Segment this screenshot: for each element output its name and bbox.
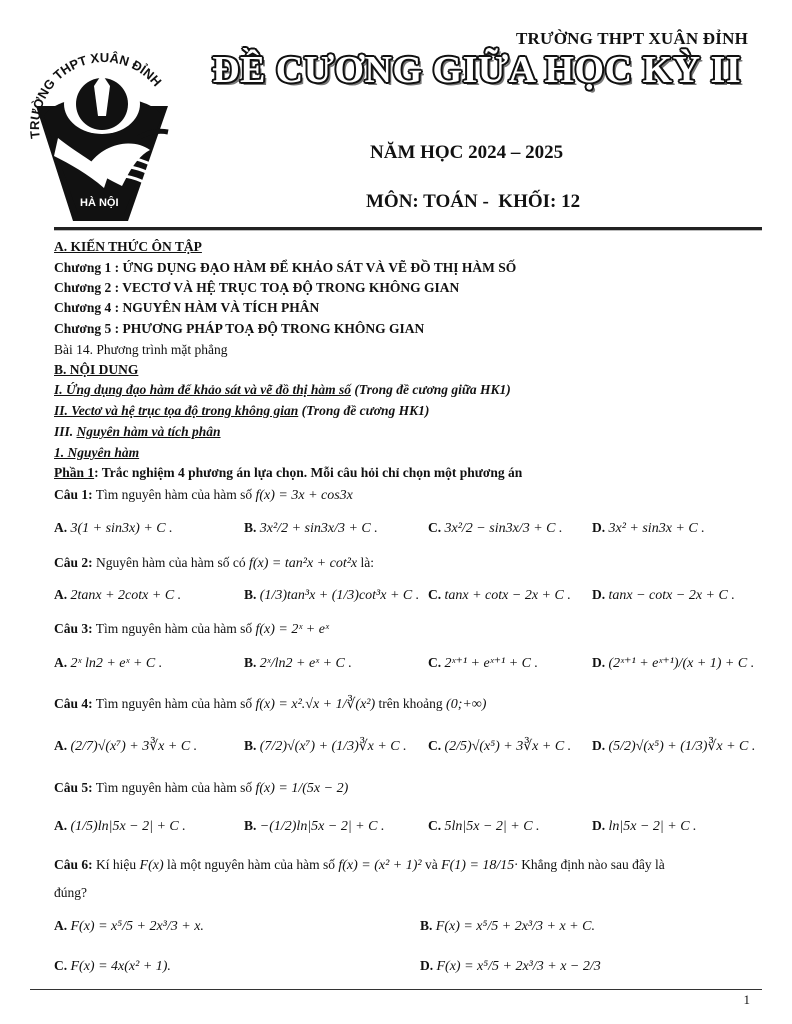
q5-option-a: A. (1/5)ln|5x − 2| + C . — [54, 818, 186, 834]
chapter-2: Chương 2 : VECTƠ VÀ HỆ TRỤC TOẠ ĐỘ TRONG KHÔNG GIAN — [54, 280, 460, 295]
part-1-instruction: Phần 1: Trắc nghiệm 4 phương án lựa chọn. Mỗi câu hỏi chỉ chọn một phương án — [54, 465, 523, 480]
q4-option-b: B. (7/2)√(x⁷) + (1/3)∛x + C . — [244, 738, 407, 754]
section-b-heading: B. NỘI DUNG — [54, 362, 139, 377]
chapter-4: Chương 4 : NGUYÊN HÀM VÀ TÍCH PHÂN — [54, 300, 320, 315]
school-name: TRƯỜNG THPT XUÂN ĐỈNH — [516, 29, 748, 48]
content-item-2: II. Vectơ và hệ trục tọa độ trong không gian (Trong đề cương HK1) — [54, 403, 430, 418]
q3-option-b: B. 2ˣ/ln2 + eˣ + C . — [244, 655, 352, 671]
q1-option-c: C. 3x²/2 − sin3x/3 + C . — [428, 520, 563, 536]
subject-grade: MÔN: TOÁN - KHỐI: 12 — [366, 191, 581, 212]
question-5: Câu 5: Tìm nguyên hàm của hàm số f(x) = 1/(5x − 2) — [54, 780, 349, 796]
q4-option-a: A. (2/7)√(x⁷) + 3∛x + C . — [54, 738, 198, 754]
q3-option-d: D. (2ˣ⁺¹ + eˣ⁺¹)/(x + 1) + C . — [592, 655, 755, 671]
q2-option-b: B. (1/3)tan³x + (1/3)cot³x + C . — [244, 587, 420, 603]
chapter-5: Chương 5 : PHƯƠNG PHÁP TOẠ ĐỘ TRONG KHÔNG GIAN — [54, 321, 425, 336]
logo-text-bottom: HÀ NỘI — [80, 197, 119, 209]
question-3: Câu 3: Tìm nguyên hàm của hàm số f(x) = 2ˣ + eˣ — [54, 621, 329, 637]
page-number: 1 — [743, 992, 750, 1007]
school-year: NĂM HỌC 2024 – 2025 — [370, 142, 564, 163]
q2-option-a: A. 2tanx + 2cotx + C . — [54, 587, 182, 603]
q2-option-c: C. tanx + cotx − 2x + C . — [428, 587, 571, 603]
section-a-heading: A. KIẾN THỨC ÔN TẬP — [54, 239, 202, 254]
logo-text-top: TRƯỜNG THPT XUÂN ĐỈNH — [26, 50, 165, 140]
question-6: Câu 6: Kí hiệu F(x) là một nguyên hàm của hàm số f(x) = (x² + 1)² và F(1) = 18/15· Khẳng định nào sau đây là — [54, 857, 665, 873]
q3-option-a: A. 2ˣ ln2 + eˣ + C . — [54, 655, 163, 671]
q6-option-d: D. F(x) = x⁵/5 + 2x³/3 + x − 2/3 — [420, 958, 601, 974]
header-divider — [54, 227, 762, 230]
q1-option-d: D. 3x² + sin3x + C . — [592, 520, 705, 536]
question-4: Câu 4: Tìm nguyên hàm của hàm số f(x) = x².√x + 1/∛(x²) trên khoảng (0;+∞) — [54, 696, 487, 712]
footer-divider — [30, 989, 762, 990]
chapter-1: Chương 1 : ỨNG DỤNG ĐẠO HÀM ĐỂ KHẢO SÁT VÀ VẼ ĐỒ THỊ HÀM SỐ — [54, 260, 517, 275]
q2-option-d: D. tanx − cotx − 2x + C . — [592, 587, 735, 603]
q6-option-b: B. F(x) = x⁵/5 + 2x³/3 + x + C. — [420, 918, 595, 934]
lesson-14: Bài 14. Phương trình mặt phẳng — [54, 342, 228, 357]
q5-option-c: C. 5ln|5x − 2| + C . — [428, 818, 540, 834]
subsection-nguyen-ham: 1. Nguyên hàm — [54, 445, 140, 460]
q4-option-c: C. (2/5)√(x⁵) + 3∛x + C . — [428, 738, 572, 754]
q1-option-b: B. 3x²/2 + sin3x/3 + C . — [244, 520, 378, 536]
school-logo — [18, 46, 186, 226]
question-1: Câu 1: Tìm nguyên hàm của hàm số f(x) = 3x + cos3x — [54, 487, 353, 503]
content-item-1: I. Ứng dụng đạo hàm để khảo sát và vẽ đồ thị hàm số (Trong đề cương giữa HK1) — [54, 382, 511, 397]
q4-option-d: D. (5/2)√(x⁵) + (1/3)∛x + C . — [592, 738, 756, 754]
q5-option-d: D. ln|5x − 2| + C . — [592, 818, 697, 834]
question-2: Câu 2: Nguyên hàm của hàm số có f(x) = tan²x + cot²x là: — [54, 555, 374, 571]
content-item-3: III. Nguyên hàm và tích phân — [54, 424, 221, 439]
document-title: ĐỀ CƯƠNG GIỮA HỌC KỲ II — [212, 49, 742, 91]
q5-option-b: B. −(1/2)ln|5x − 2| + C . — [244, 818, 385, 834]
q3-option-c: C. 2ˣ⁺¹ + eˣ⁺¹ + C . — [428, 655, 539, 671]
q1-option-a: A. 3(1 + sin3x) + C . — [54, 520, 173, 536]
q6-option-a: A. F(x) = x⁵/5 + 2x³/3 + x. — [54, 918, 204, 934]
q6-option-c: C. F(x) = 4x(x² + 1). — [54, 958, 171, 974]
question-6-continued: đúng? — [54, 885, 87, 900]
